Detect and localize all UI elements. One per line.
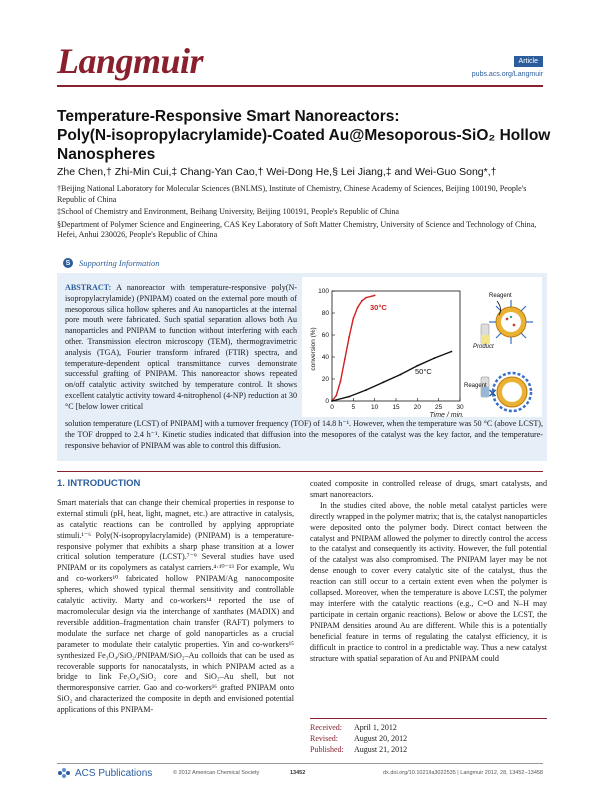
nanosphere-closed-icon	[493, 373, 531, 411]
publisher-name: ACS Publications	[75, 767, 153, 779]
y-tick-label: 40	[321, 354, 329, 361]
date-received: Received: April 1, 2012	[310, 723, 397, 732]
intro-heading: 1. INTRODUCTION	[57, 478, 141, 489]
data-point	[382, 381, 384, 383]
data-point	[331, 400, 333, 402]
data-point	[374, 295, 376, 297]
intro-paragraph: Smart materials that can change their chemical properties in response to external stimuli (pH, heat, light, magnet, etc.) are attractive in catalysis, as catalytic reactions can be controlled by applying appropriate stimuli.¹⁻⁶ Poly(N-isopropylacrylamide) (PNIPAM) is a temperature-responsive polymer that exhibits a sharp phase transition at a lower critical solution temperature (LCST).⁷⁻⁹ Several studies have used PNIPAM or its copolymers as catalyst carriers.⁴·¹⁰⁻¹³ For example, Wu and co-workers¹⁰ fabricated hollow PNIPAM/Ag nanocomposite spheres, which showed typical thermal sensitivity and controllable catalytic activity. Marty and co-workers¹⁴ reported the use of macromolecular design via the interchange of xanthates (MADIX) and reversible addition–fragmentation chain transfer (RAFT) polymers to modulate the surface net charge of gold nanoparticles as a crucial parameter to modulate their catalytic properties. Yin and co-workers¹⁵ synthesized Fe₃O₄/SiO₂/PNIPAM/SiO₂–Au colloids that can be used as recoverable supports for nanocatalysts, in which PNIPAM acted as a bridge to link Fe₃O₄/SiO₂ core and SiO₂–Au shell, but not thermoresponsive carrier. Gao and co-workers¹⁶ grafted PNIPAM onto SiO₂ and characterized the composite in depth and envisioned potential applications of this PNIPAM-	[57, 497, 294, 715]
supporting-info-icon: S	[63, 258, 73, 268]
data-point	[451, 351, 453, 353]
publication-dates	[310, 722, 407, 755]
supporting-info-link[interactable]	[63, 258, 160, 268]
journal-title: Langmuir	[57, 41, 204, 81]
data-point	[399, 374, 401, 376]
x-tick-label: 5	[351, 404, 356, 411]
abstract-box	[57, 273, 547, 461]
data-point	[434, 357, 436, 359]
copyright: © 2012 American Chemical Society	[173, 770, 260, 776]
affiliations	[57, 184, 547, 243]
x-tick-label: 20	[413, 404, 421, 411]
data-point	[348, 396, 350, 398]
article-title	[57, 107, 551, 164]
affiliation-2: ‡School of Chemistry and Environment, Beihang University, Beijing 100191, People's Republic of China	[57, 207, 399, 216]
acs-logo-icon	[57, 767, 71, 779]
y-tick-label: 80	[321, 310, 329, 317]
acs-publications-logo[interactable]	[57, 767, 152, 779]
label-reagent-2: Reagent	[464, 383, 487, 389]
nanosphere-open-icon	[489, 300, 533, 344]
title-line-2: Poly(N-isopropylacrylamide)-Coated Au@Mesoporous-SiO₂ Hollow	[57, 127, 551, 144]
author-list: Zhe Chen,† Zhi-Min Cui,‡ Chang-Yan Cao,† Wei-Dong He,§ Lei Jiang,‡ and Wei-Guo Song*,†	[57, 166, 497, 178]
doi-citation[interactable]: dx.doi.org/10.1021/la3022535 | Langmuir 2012, 28, 13452−13458	[383, 770, 543, 776]
blocked-x-icon: ✕	[488, 388, 498, 400]
series-line-1	[332, 352, 452, 402]
toc-svg	[302, 277, 542, 417]
x-tick-label: 30	[456, 404, 464, 411]
article-type-badge: Article	[514, 56, 543, 67]
title-line-3: Nanospheres	[57, 146, 156, 163]
x-tick-label: 10	[371, 404, 379, 411]
data-point	[357, 307, 359, 309]
header-rule	[57, 85, 543, 87]
data-point	[352, 318, 354, 320]
journal-url[interactable]: pubs.acs.org/Langmuir	[471, 71, 543, 78]
abstract-label: ABSTRACT:	[65, 283, 112, 292]
data-point	[335, 395, 337, 397]
x-tick-label: 15	[392, 404, 400, 411]
col2-paragraph-1: coated composite in controlled release of drugs, smart catalysts, and smart nanoreactors.	[310, 479, 547, 499]
data-point	[365, 297, 367, 299]
series-line-0	[332, 295, 375, 401]
chart-frame	[332, 291, 460, 401]
footer-rule	[57, 763, 543, 764]
supporting-info-label: Supporting Information	[79, 258, 160, 268]
date-revised: Revised: August 20, 2012	[310, 734, 408, 743]
chart-ylabel: conversion (%)	[310, 327, 317, 371]
y-tick-label: 100	[318, 288, 329, 295]
affiliation-1: †Beijing National Laboratory for Molecular Sciences (BNLMS), Institute of Chemistry, Chinese Academy of Sciences, Beijing 100190, People's Republic of China	[57, 184, 527, 204]
data-point	[340, 380, 342, 382]
label-30c: 30°C	[370, 303, 387, 312]
data-point	[348, 336, 350, 338]
abstract-text	[65, 283, 297, 413]
data-point	[365, 389, 367, 391]
x-tick-label: 0	[330, 404, 334, 411]
data-point	[344, 358, 346, 360]
dates-rule	[310, 718, 547, 719]
x-tick-label: 25	[435, 404, 443, 411]
column-left	[57, 479, 294, 716]
y-tick-label: 60	[321, 332, 329, 339]
abstract-tail: solution temperature (LCST) of PNIPAM] with a turnover frequency (TOF) of 14.8 h⁻¹. However, when the temperature was 50 °C (above LCST), the TOF dropped to 2.4 h⁻¹. Kinetic studies indicated that diffusion into the mesopores of the catalyst was the key factor, and the temperature-responsive behavior of PNIPAM was able to control this diffusion.	[65, 419, 543, 450]
date-published: Published: August 21, 2012	[310, 745, 408, 754]
label-50c: 50°C	[415, 367, 432, 376]
label-reagent: Reagent	[489, 293, 512, 299]
conversion-chart	[318, 288, 464, 411]
label-product: Product	[473, 344, 494, 350]
toc-graphic	[302, 277, 542, 417]
y-tick-label: 0	[325, 398, 329, 405]
column-right	[310, 479, 547, 664]
y-tick-label: 20	[321, 376, 329, 383]
section-rule	[57, 471, 543, 472]
page-number: 13452	[290, 770, 306, 776]
col2-paragraph-2: In the studies cited above, the noble metal catalyst particles were directly wrapped in the polymer matrix; that is, the catalyst nanoparticles were deposited onto the polymer body. Direct contact between the catalyst and PNIPAM allowed the polymer to directly control the access to the catalyst and consequently its activity. However, the full potential of the catalyst was also compromised. The PNIPAM layer may be not dense enough to cover every catalytic site of the catalyst, thus the reaction can still occur to a certain extent even when the polymer is collapsed. Moreover, when the temperature is above LCST, the polymer may interfere with the catalytic reactions (e.g., C=O and N–H may participate in certain organic reactions). Below or above the LCST, the PNIPAM densities around Au are different. While this is a potentially beneficial feature in terms of regulating the catalyst efficiency, it is difficult in practice to control in a predictable way. Thus a new catalyst structure with spatial separation of Au and PNIPAM could	[310, 500, 547, 663]
data-point	[361, 300, 363, 302]
abstract-body: A nanoreactor with temperature-responsive poly(N-isopropylacrylamide) (PNIPAM) coated on the external pore mouth of mesoporous silica hollow spheres and Au nanoparticles at the internal pore mouth were fabricated. Such spatial separation allows both Au nanoparticles and PNIPAM to function without interfering with each other. Transmission electron microscopy (TEM), thermogravimetric analysis (TGA), Fourier transform infrared (FTIR) spectra, and temperature-dependent optical transmittance curves demonstrate successful grafting of PNIPAM. This nanoreactor shows repeated on/off catalytic activity switched by temperature control. It shows excellent catalytic activity toward 4-nitrophenol (4-NP) reduction at 30 °C [below lower critical	[65, 283, 298, 411]
chart-xlabel: Time / min.	[429, 412, 464, 417]
affiliation-3: §Department of Polymer Science and Engineering, CAS Key Laboratory of Soft Matter Chemistry, University of Science and Technology of China, Hefei, Anhui 230026, People's Republic of China	[57, 219, 537, 239]
title-line-1: Temperature-Responsive Smart Nanoreactors:	[57, 108, 400, 125]
